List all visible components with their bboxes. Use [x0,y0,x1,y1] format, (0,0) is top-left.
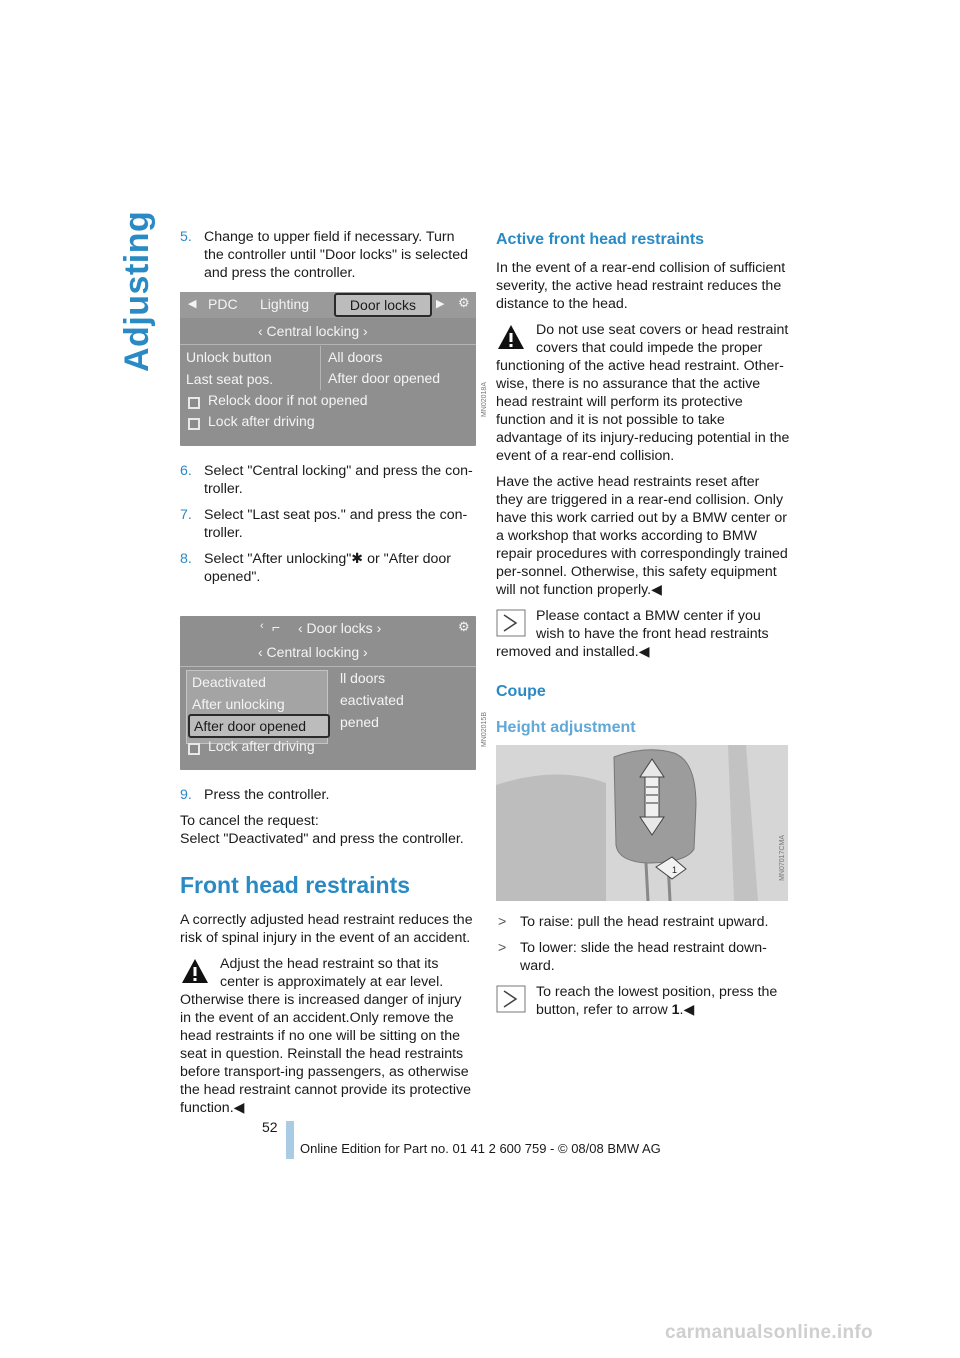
info-note [496,607,790,661]
bullet-text: To raise: pull the head restraint upward. [520,914,769,930]
step-7 [180,506,476,542]
arrow-right-icon: ▶ [436,298,445,310]
page-number: 52 [262,1119,278,1135]
section-tab-label: Adjusting [118,210,156,372]
screen-check-label: Lock after driving [208,413,315,429]
screen-row-value: After door opened [328,370,441,386]
screen-value: pened [340,714,379,730]
screen-tab-door-locks: Door locks [334,293,432,317]
checkbox-icon [188,743,200,755]
bullet-marker: > [498,940,507,956]
bullet-raise [496,913,790,931]
left-column [180,228,488,1125]
warning-text: Do not use seat covers or head restraint covers that could impede the proper functioning of the active head restraint. Other-wise, there is no assurance that the active head restraint will perform its protective function and it is not possible to take advantage of its injury-reducing potential in the event of a rear-end collision. [496,322,790,464]
note-text: To reach the lowest position, press the button, refer to arrow [536,984,778,1018]
footer-accent-bar [286,1121,294,1159]
cancel-instruction: To cancel the request: [180,813,319,829]
arrow-reference: 1 [671,1002,680,1018]
right-column [496,228,790,1027]
warning-triangle-icon [496,323,526,351]
screen-value: eactivated [340,692,404,708]
step-8 [180,550,476,586]
warning-text: Adjust the head restraint so that its center is approximately at ear level. Otherwise there is increased danger of injury in the event of an accident.Only remove the head restraints if no one will be sitting on the seat in question. Reinstall the head restraints before transport-ing passengers, as otherwise the head restraint cannot provide its protective function.◀ [180,956,472,1116]
height-heading: Height adjustment [496,719,636,736]
intro-paragraph: In the event of a rear-end collision of sufficient severity, the active head restraint reduces the distance to the head. [496,260,786,312]
step-number: 8. [180,551,192,567]
image-code: MN07017CMA [779,835,786,881]
subsection-heading: Active front head restraints [496,231,705,248]
settings-icon: ⚙ [458,619,470,634]
screen-value: ll doors [340,670,386,686]
image-code: MN02015B [481,712,488,748]
display-screenshot-door-locks [180,292,488,446]
screen-check-label: Lock after driving [208,738,315,754]
step-text: Select "Central locking" and press the con-troller. [204,463,473,497]
head-restraint-illustration [496,745,788,901]
cancel-instruction-2: Select "Deactivated" and press the controller. [180,831,464,847]
warning-note [180,955,476,1117]
footer-text: Online Edition for Part no. 01 41 2 600 759 - © 08/08 BMW AG [300,1141,661,1156]
screen-option: After unlocking [192,696,285,712]
car-icon: ⌐ [272,619,281,635]
screen-check-label: Relock door if not opened [208,392,368,408]
step-text: Change to upper field if necessary. Turn the controller until "Door locks" is selected and press the controller. [204,229,468,281]
bullet-marker: > [498,914,507,930]
step-number: 6. [180,463,192,479]
step-9 [180,786,476,804]
section-heading: Front head restraints [180,872,411,898]
screen-row-label: Unlock button [186,349,272,365]
note-arrow-icon [496,609,526,637]
note-text: Please contact a BMW center if you wish to have the front head restraints removed and installed.◀ [496,608,769,660]
screen-option-selected: After door opened [188,714,330,738]
image-code: MN02018A [481,382,488,418]
step-number: 7. [180,507,192,523]
screen-header-top: ‹ Door locks › [298,620,382,636]
warning-text-2: Have the active head restraints reset after they are triggered in a rear-end collision. Only have this work carried out by a BMW center or a workshop that works according to BMW repair procedures with correspondingly trained per-sonnel. Otherwise, this safety equipment will not function properly.◀ [496,474,788,598]
screen-header: ‹ Central locking › [258,323,368,339]
note-arrow-icon [496,985,526,1013]
screen-header: ‹ Central locking › [258,644,368,660]
checkbox-icon [188,418,200,430]
bullet-text: To lower: slide the head restraint down-ward. [520,940,767,974]
screen-row-label: Last seat pos. [186,371,274,387]
step-5 [180,228,476,282]
step-6 [180,462,476,498]
step-text: Press the controller. [204,787,330,803]
screen-option: Deactivated [192,674,266,690]
settings-icon: ⚙ [458,295,470,310]
svg-text:1: 1 [672,865,678,875]
screen-row-value: All doors [328,349,383,365]
warning-note [496,321,790,465]
bullet-lower [496,939,790,975]
intro-paragraph: A correctly adjusted head restraint reduces the risk of spinal injury in the event of an accident. [180,912,473,946]
screen-tab-pdc: PDC [208,296,238,312]
display-screenshot-central-locking [180,616,488,770]
head-restraint-photo [496,745,788,901]
info-note-2 [496,983,790,1019]
step-number: 9. [180,787,192,803]
section-tab [118,210,158,392]
screen-tab-lighting: Lighting [260,296,310,312]
warning-triangle-icon [180,957,210,985]
note-end: .◀ [679,1002,695,1018]
step-text: Select "Last seat pos." and press the con-troller. [204,507,468,541]
coupe-heading: Coupe [496,683,546,700]
watermark: carmanualsonline.info [665,1322,873,1343]
chevron-left-icon: ‹ [260,620,264,632]
step-number: 5. [180,229,192,245]
arrow-left-icon: ◀ [188,298,197,310]
step-text: Select "After unlocking"✱ or "After door opened". [204,551,452,585]
checkbox-icon [188,397,200,409]
